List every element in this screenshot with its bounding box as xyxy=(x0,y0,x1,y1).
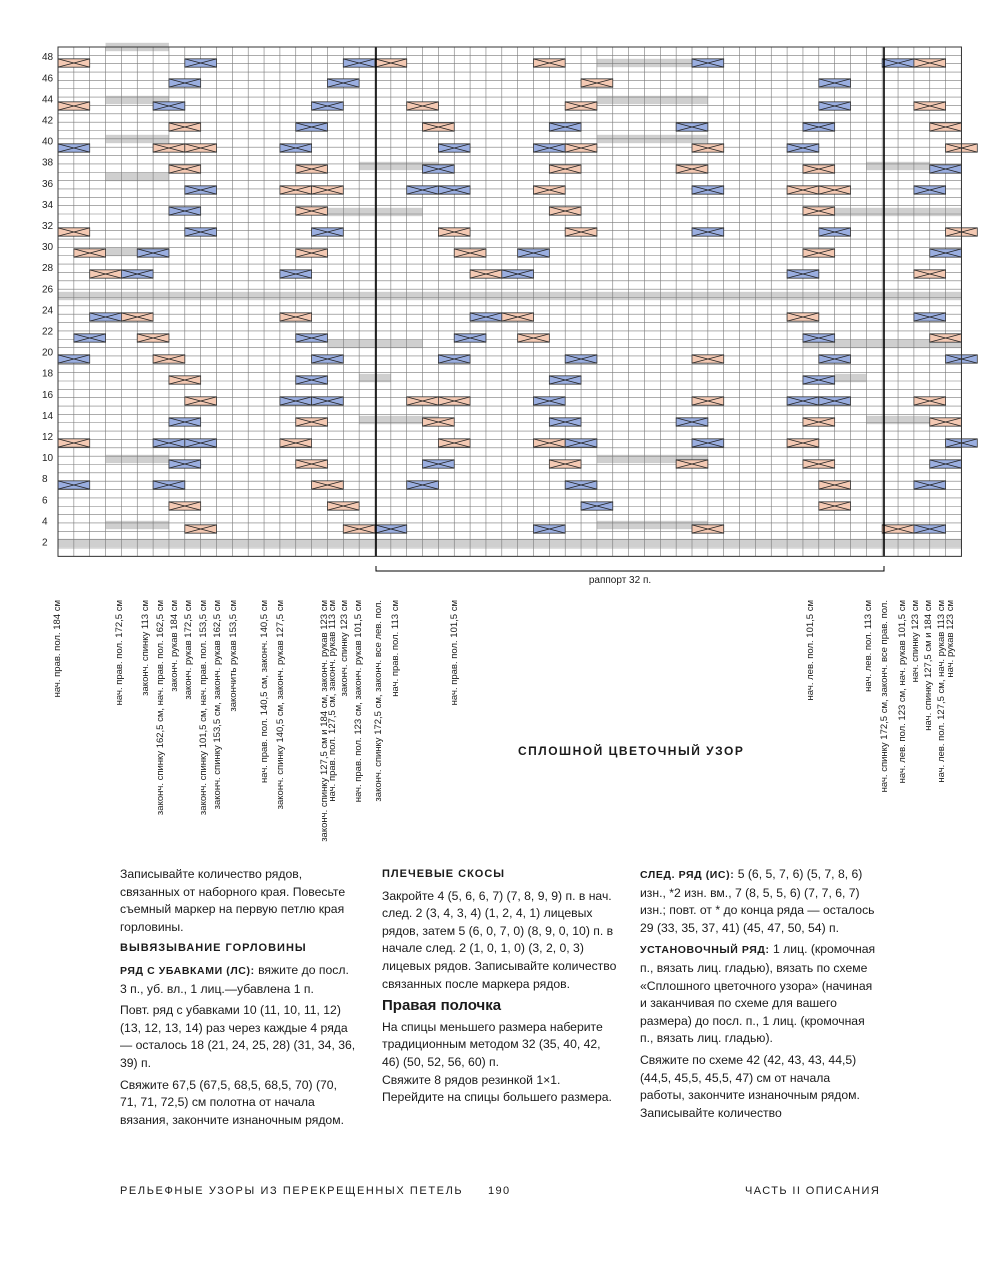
row-lead: УСТАНОВОЧНЫЙ РЯД: xyxy=(640,944,770,957)
paragraph: Перейдите на спицы большего размера. xyxy=(382,1090,612,1105)
size-label: законч. спинку 127,5 см и 184 см, законч. рукав 123 см xyxy=(319,600,330,842)
size-label: нач. прав. пол. 101,5 см xyxy=(449,600,460,706)
size-label: нач. прав. пол. 184 см xyxy=(52,600,63,698)
size-label: законч. рукав 172,5 см xyxy=(183,600,194,700)
page-number: 190 xyxy=(488,1185,511,1197)
no-stitch-bar xyxy=(58,292,961,300)
row-label: 34 xyxy=(42,199,54,211)
footer-section: ЧАСТЬ II ОПИСАНИЯ xyxy=(745,1185,881,1197)
size-label: нач. рукав 123 см xyxy=(945,600,956,678)
row-label: 36 xyxy=(42,178,54,190)
row-label: 44 xyxy=(42,94,54,106)
paragraph-text: вяжите до посл. 3 п., уб. вл., 1 лиц.—убавлена 1 п. xyxy=(120,962,349,996)
size-label: нач. прав. пол. 113 см xyxy=(390,600,401,697)
row-label: 26 xyxy=(42,284,54,296)
size-label: законч. спинку 172,5 см, законч. все лев. пол. xyxy=(373,600,384,802)
paragraph: Записывайте количество рядов, связанных от наборного края. Повесьте съемный маркер на первую петлю края горловины. xyxy=(120,867,346,934)
chart-svg xyxy=(0,0,997,580)
row-label: 30 xyxy=(42,242,54,254)
paragraph xyxy=(640,866,876,937)
paragraph-text: 5 (6, 5, 7, 6) (5, 7, 8, 6) изн., *2 изн. вм., 7 (8, 5, 5, 6) (7, 7, 6, 7) изн.; повт. от * до конца ряда — осталось 29 (33, 35, 37, 41) (45, 47, 50, 54) п. xyxy=(640,867,875,935)
knitting-chart xyxy=(0,0,997,586)
row-label: 28 xyxy=(42,263,54,275)
section-heading-large: Правая полочка xyxy=(382,997,502,1015)
size-label: нач. лев. пол. 127,5 см, нач. рукав 113 см xyxy=(936,600,947,783)
row-label: 2 xyxy=(42,537,48,549)
row-label: 4 xyxy=(42,516,48,528)
size-label: нач. спинку 127,5 см и 184 см xyxy=(923,600,934,731)
text-column-2 xyxy=(382,866,620,1107)
no-stitch-bar xyxy=(597,521,708,529)
row-label: 18 xyxy=(42,368,54,380)
size-label: законч. спинку 162,5 см, нач. прав. пол. 162,5 см xyxy=(155,600,166,816)
paragraph: Свяжите 8 рядов резинкой 1×1. xyxy=(382,1072,561,1087)
paragraph: На спицы меньшего размера наберите традиционным методом 32 (35, 40, 42, 46) (50, 52, 56, 60) п. xyxy=(382,1019,603,1069)
row-label: 10 xyxy=(42,453,54,465)
row-label: 42 xyxy=(42,115,54,127)
pattern-title: СПЛОШНОЙ ЦВЕТОЧНЫЙ УЗОР xyxy=(518,744,745,758)
no-stitch-bar xyxy=(58,539,961,547)
row-label: 8 xyxy=(42,474,48,486)
repeat-label: раппорт 32 п. xyxy=(588,575,652,586)
paragraph: Свяжите 67,5 (67,5, 68,5, 68,5, 70) (70, 71, 71, 72,5) см полотна от начала вязания, закончите изнаночным рядом. xyxy=(120,1077,344,1127)
section-heading: ПЛЕЧЕВЫЕ СКОСЫ xyxy=(382,868,506,880)
row-label: 38 xyxy=(42,157,54,169)
size-label: нач. спинку 123 см xyxy=(910,600,921,683)
paragraph-text: 1 лиц. (кромочная п., вязать лиц. гладью), вязать по схеме «Сплошного цветочного узора» (начиная и заканчивая по схеме для вашего размера) до посл. п., 1 лиц. (кромочная п., вязать лиц. гладью). xyxy=(640,942,876,1046)
paragraph xyxy=(640,941,876,1048)
row-label: 22 xyxy=(42,326,54,338)
size-label: нач. спинку 172,5 см, законч. все прав. пол. xyxy=(879,600,890,793)
size-label: законч. спинку 140,5 см, законч. рукав 127,5 см xyxy=(275,600,286,810)
row-label: 48 xyxy=(42,52,54,64)
footer-book-title: РЕЛЬЕФНЫЕ УЗОРЫ ИЗ ПЕРЕКРЕЩЕННЫХ ПЕТЕЛЬ xyxy=(120,1185,464,1197)
row-label: 6 xyxy=(42,495,48,507)
size-label: нач. лев. пол. 123 см, нач. рукав 101,5 см xyxy=(897,600,908,784)
size-label: нач. лев. пол. 101,5 см xyxy=(805,600,816,701)
row-lead: РЯД С УБАВКАМИ (ЛС): xyxy=(120,964,255,977)
paragraph xyxy=(120,962,356,998)
row-label: 20 xyxy=(42,347,54,359)
size-label: нач. прав. пол. 127,5 см, законч. рукав 113 см xyxy=(327,600,338,802)
size-label: законч. рукав 184 см xyxy=(169,600,180,692)
row-label: 46 xyxy=(42,73,54,85)
text-column-1 xyxy=(120,866,356,1133)
size-label: закончить рукав 153,5 см xyxy=(228,600,239,712)
size-label: законч. спинку 113 см xyxy=(140,600,151,696)
size-label: нач. прав. пол. 123 см, законч. рукав 101,5 см xyxy=(353,600,364,803)
size-label: законч. спинку 123 см xyxy=(339,600,350,697)
paragraph: Закройте 4 (5, 6, 6, 7) (7, 8, 9, 9) п. в нач. след. 2 (3, 4, 3, 4) (1, 2, 4, 1) лицевых рядов, затем 5 (6, 0, 7, 0) (8, 9, 0, 10) п. в начале след. 2 (1, 0, 1, 0) (3, 2, 0, 3) лицевых рядов. Записывайте количество связанных после маркера рядов. xyxy=(382,888,617,991)
row-lead: СЛЕД. РЯД (ИС): xyxy=(640,869,735,881)
row-label: 24 xyxy=(42,305,54,317)
size-label: нач. прав. пол. 140,5 см, законч. 140,5 см xyxy=(259,600,270,783)
row-label: 40 xyxy=(42,136,54,148)
paragraph: Свяжите по схеме 42 (42, 43, 43, 44,5) (44,5, 45,5, 45,5, 47) см от начала работы, закончите изнаночным рядом. Записывайте количество xyxy=(640,1052,860,1120)
row-label: 16 xyxy=(42,389,54,401)
text-column-3 xyxy=(640,866,876,1126)
row-label: 32 xyxy=(42,221,54,232)
row-label: 14 xyxy=(42,410,54,422)
size-label: законч. спинку 101,5 см, нач. прав. пол. 153,5 см xyxy=(198,600,209,816)
size-label: нач. прав. пол. 172,5 см xyxy=(114,600,125,706)
no-stitch-bar xyxy=(597,59,708,67)
size-label: нач. лев. пол. 113 см xyxy=(863,600,874,692)
repeat-bracket xyxy=(376,566,884,571)
row-label: 12 xyxy=(42,432,54,443)
paragraph: Повт. ряд с убавками 10 (11, 10, 11, 12) (13, 12, 13, 14) раз через каждые 4 ряда — осталось 18 (21, 24, 25, 28) (31, 34, 36, 39) п. xyxy=(120,1003,356,1070)
size-label: законч. спинку 153,5 см, законч. рукав 162,5 см xyxy=(212,600,223,810)
section-heading: ВЫВЯЗЫВАНИЕ ГОРЛОВИНЫ xyxy=(120,942,307,955)
